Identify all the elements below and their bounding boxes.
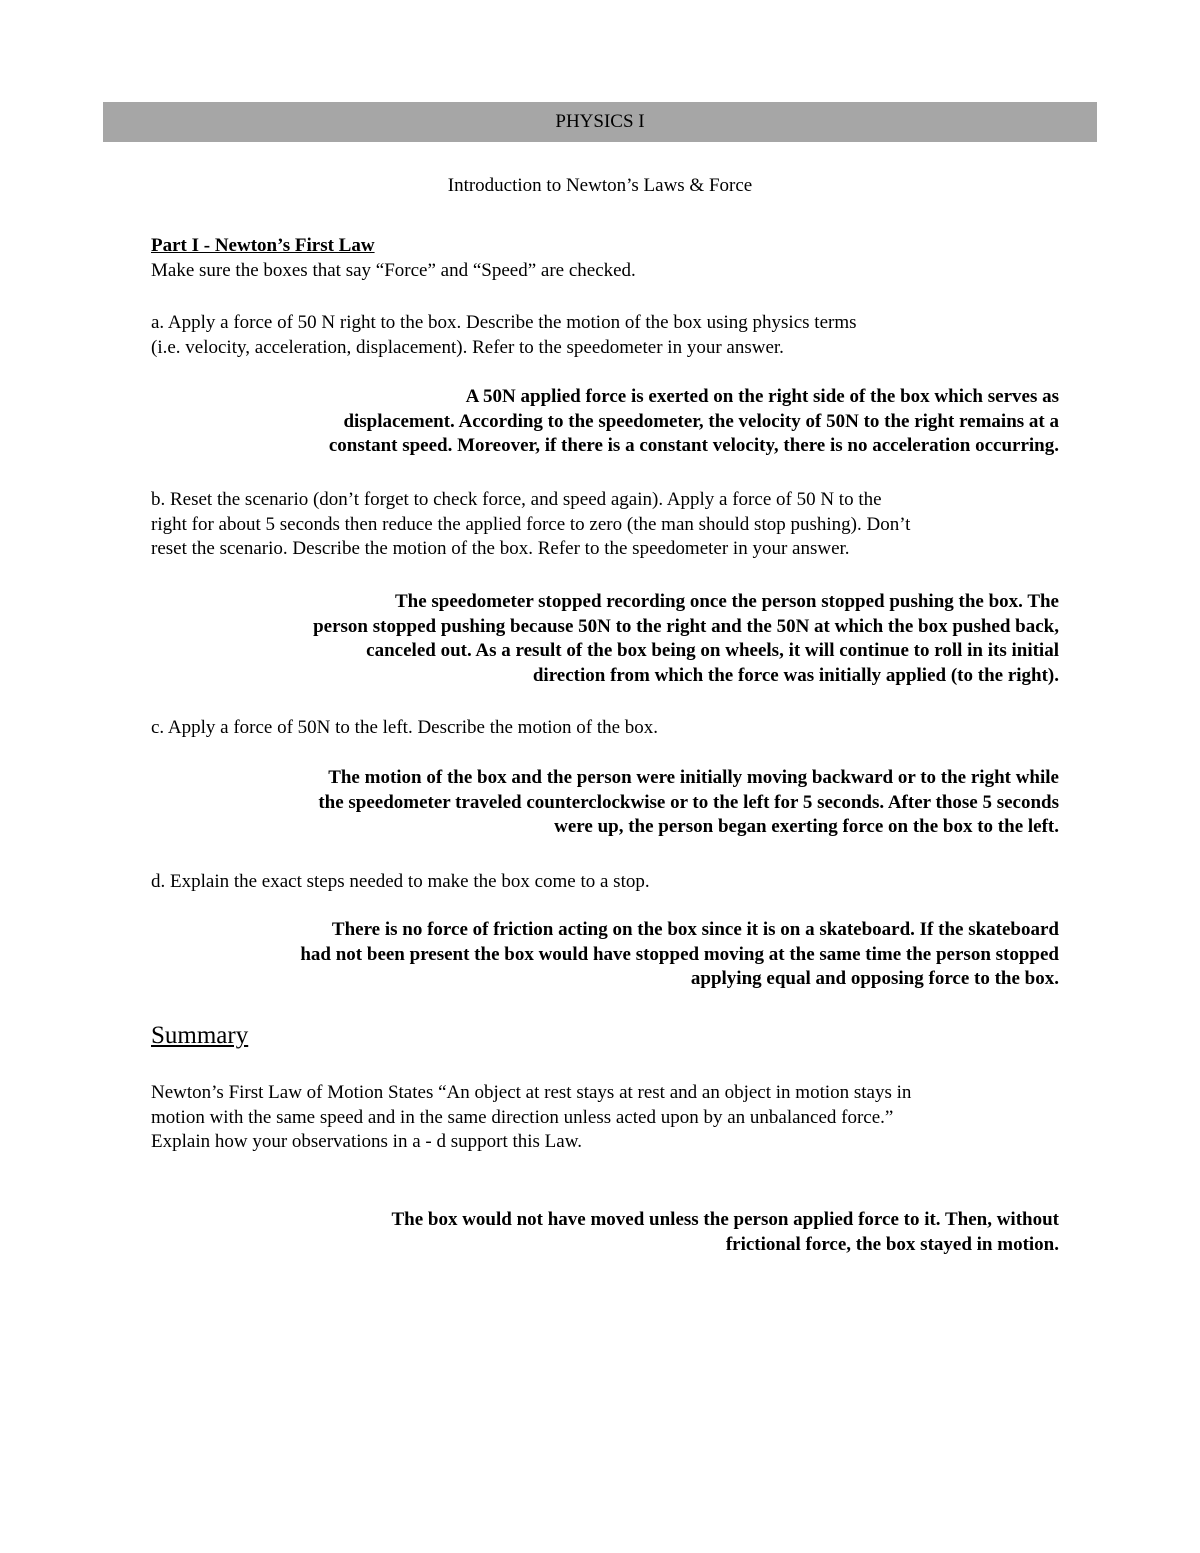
answer-line: A 50N applied force is exerted on the right side of the box which serves as <box>465 386 1059 407</box>
question-d <box>151 870 1051 895</box>
question-line: right for about 5 seconds then reduce the applied force to zero (the man should stop pushing). Don’t <box>151 513 911 535</box>
answer-line: were up, the person began exerting force on the box to the left. <box>554 816 1059 837</box>
answer-line: frictional force, the box stayed in motion. <box>725 1233 1059 1255</box>
header-title: PHYSICS I <box>555 111 645 132</box>
question-line: a. Apply a force of 50 N right to the box. Describe the motion of the box using physics terms <box>151 312 857 333</box>
question-line: b. Reset the scenario (don’t forget to check force, and speed again). Apply a force of 50 N to the <box>151 489 882 510</box>
question-c <box>151 716 1051 741</box>
question-line: d. Explain the exact steps needed to make the box come to a stop. <box>151 871 650 892</box>
summary-line: Explain how your observations in a - d support this Law. <box>151 1131 582 1152</box>
part-instruction: Make sure the boxes that say “Force” and “Speed” are checked. <box>151 260 636 281</box>
question-b <box>151 488 1051 562</box>
answer-line: displacement. According to the speedometer, the velocity of 50N to the right remains at a <box>343 410 1059 432</box>
answer-line: applying equal and opposing force to the box. <box>690 968 1059 989</box>
summary-answer <box>150 1208 1059 1257</box>
summary-line: Newton’s First Law of Motion States “An object at rest stays at rest and an object in motion stays in <box>151 1082 912 1103</box>
answer-line: The box would not have moved unless the person applied force to it. Then, without <box>391 1209 1059 1230</box>
summary-title: Summary <box>151 1022 249 1049</box>
answer-b <box>150 590 1059 688</box>
question-line: reset the scenario. Describe the motion of the box. Refer to the speedometer in your answer. <box>151 538 850 559</box>
part-title: Part I - Newton’s First Law <box>151 235 375 256</box>
question-a <box>151 311 1051 360</box>
answer-line: direction from which the force was initially applied (to the right). <box>532 664 1059 686</box>
header-bar <box>103 102 1097 142</box>
answer-line: There is no force of friction acting on the box since it is on a skateboard. If the skateboard <box>331 919 1059 940</box>
question-line: c. Apply a force of 50N to the left. Describe the motion of the box. <box>151 717 659 738</box>
answer-line: The motion of the box and the person were initially moving backward or to the right while <box>328 767 1059 788</box>
summary-line: motion with the same speed and in the same direction unless acted upon by an unbalanced force.” <box>151 1106 894 1128</box>
answer-a <box>150 385 1059 459</box>
answer-line: person stopped pushing because 50N to the right and the 50N at which the box pushed back, <box>313 615 1059 637</box>
answer-d <box>150 918 1059 992</box>
answer-line: had not been present the box would have stopped moving at the same time the person stopped <box>300 943 1059 965</box>
answer-line: constant speed. Moreover, if there is a constant velocity, there is no acceleration occurring. <box>328 435 1059 456</box>
answer-line: canceled out. As a result of the box being on wheels, it will continue to roll in its initial <box>366 640 1059 661</box>
answer-line: the speedometer traveled counterclockwise or to the left for 5 seconds. After those 5 seconds <box>318 791 1059 813</box>
answer-line: The speedometer stopped recording once the person stopped pushing the box. The <box>394 591 1059 612</box>
question-line: (i.e. velocity, acceleration, displacement). Refer to the speedometer in your answer. <box>151 336 784 358</box>
answer-c <box>150 766 1059 840</box>
document-subtitle: Introduction to Newton’s Laws & Force <box>447 175 753 196</box>
summary-prompt <box>151 1081 1051 1155</box>
